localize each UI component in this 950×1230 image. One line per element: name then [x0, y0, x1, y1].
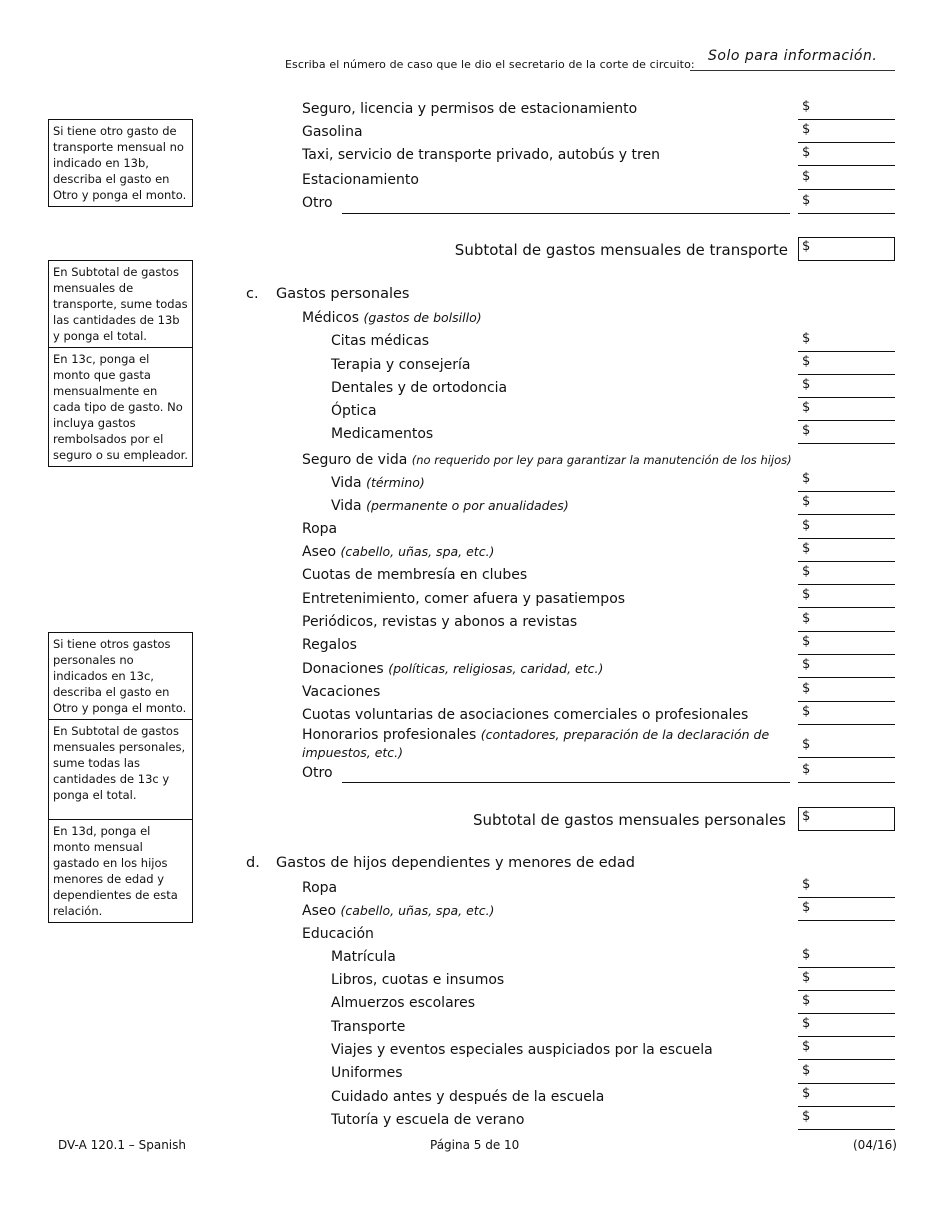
- transport-other-amount[interactable]: $: [798, 192, 895, 214]
- education-item-transport: Transporte: [331, 1019, 406, 1035]
- education-item-books: Libros, cuotas e insumos: [331, 972, 505, 988]
- case-number-line: [690, 70, 895, 71]
- education-tutoring-amount[interactable]: $: [798, 1108, 895, 1130]
- personal-section-title: Gastos personales: [276, 286, 410, 302]
- education-item-childcare: Cuidado antes y después de la escuela: [331, 1089, 605, 1105]
- note-transport-subtotal: En Subtotal de gastos mensuales de transporte, sume todas las cantidades de 13b y ponga el total.: [53, 265, 188, 343]
- transport-item-insurance: Seguro, licencia y permisos de estacionamiento: [302, 101, 638, 117]
- medical-heading: Médicos (gastos de bolsillo): [302, 310, 482, 326]
- children-section-title: Gastos de hijos dependientes y menores de edad: [276, 855, 635, 871]
- personal-entertainment-amount[interactable]: $: [798, 586, 895, 608]
- case-number-field[interactable]: Solo para información.: [708, 48, 878, 64]
- personal-subtotal-amount[interactable]: $: [798, 807, 895, 831]
- personal-clothing-label: Ropa: [302, 521, 338, 537]
- education-tuition-amount[interactable]: $: [798, 946, 895, 968]
- personal-section-letter: c.: [246, 286, 259, 302]
- transport-subtotal-label: Subtotal de gastos mensuales de transporte: [454, 241, 788, 259]
- education-heading: Educación: [302, 926, 374, 942]
- transport-gas-amount[interactable]: $: [798, 121, 895, 143]
- personal-prof-fees-label: Honorarios profesionales (contadores, preparación de la declaración de impuestos, etc.): [302, 727, 770, 760]
- transport-taxi-amount[interactable]: $: [798, 144, 895, 166]
- education-item-tutoring: Tutoría y escuela de verano: [331, 1112, 525, 1128]
- personal-assoc-dues-amount[interactable]: $: [798, 703, 895, 725]
- medical-dental-amount[interactable]: $: [798, 376, 895, 398]
- page-number: Página 5 de 10: [430, 1138, 520, 1152]
- revision-date: (04/16): [853, 1138, 897, 1152]
- personal-subtotal-label: Subtotal de gastos mensuales personales: [473, 811, 786, 829]
- children-clothing-label: Ropa: [302, 880, 338, 896]
- personal-other-amount[interactable]: $: [798, 761, 895, 783]
- education-books-amount[interactable]: $: [798, 969, 895, 991]
- transport-parking-amount[interactable]: $: [798, 168, 895, 190]
- transport-other-description[interactable]: [342, 213, 790, 214]
- life-permanent-amount[interactable]: $: [798, 493, 895, 515]
- medical-item-therapy: Terapia y consejería: [331, 357, 471, 373]
- personal-club-dues-label: Cuotas de membresía en clubes: [302, 567, 528, 583]
- life-term-amount[interactable]: $: [798, 470, 895, 492]
- personal-entertainment-label: Entretenimiento, comer afuera y pasatiempos: [302, 591, 626, 607]
- note-personal-subtotal: En Subtotal de gastos mensuales personales, sume todas las cantidades de 13c y ponga el total.: [49, 719, 192, 819]
- medical-optical-amount[interactable]: $: [798, 399, 895, 421]
- personal-vacations-amount[interactable]: $: [798, 680, 895, 702]
- form-id: DV-A 120.1 – Spanish: [58, 1138, 186, 1152]
- education-lunches-amount[interactable]: $: [798, 992, 895, 1014]
- personal-grooming-label: Aseo (cabello, uñas, spa, etc.): [302, 544, 495, 560]
- note-transport-other: Si tiene otro gasto de transporte mensual no indicado en 13b, describa el gasto en Otro y ponga el monto.: [48, 119, 193, 207]
- personal-vacations-label: Vacaciones: [302, 684, 381, 700]
- personal-clothing-amount[interactable]: $: [798, 517, 895, 539]
- medical-item-optical: Óptica: [331, 403, 377, 419]
- transport-subtotal-amount[interactable]: $: [798, 237, 895, 261]
- personal-prof-fees-amount[interactable]: $: [798, 736, 895, 758]
- life-permanent-label: Vida (permanente o por anualidades): [331, 498, 569, 514]
- personal-gifts-label: Regalos: [302, 637, 357, 653]
- transport-insurance-amount[interactable]: $: [798, 98, 895, 120]
- education-item-trips: Viajes y eventos especiales auspiciados por la escuela: [331, 1042, 713, 1058]
- children-grooming-amount[interactable]: $: [798, 899, 895, 921]
- personal-gifts-amount[interactable]: $: [798, 633, 895, 655]
- medical-item-visits: Citas médicas: [331, 333, 430, 349]
- personal-other-label: Otro: [302, 765, 333, 781]
- transport-other-label: Otro: [302, 195, 333, 211]
- personal-periodicals-amount[interactable]: $: [798, 610, 895, 632]
- medical-visits-amount[interactable]: $: [798, 330, 895, 352]
- children-section-letter: d.: [246, 855, 260, 871]
- note-group-13d: [48, 632, 193, 923]
- note-13c: En 13c, ponga el monto que gasta mensualmente en cada tipo de gasto. No incluya gastos rembolsados por el seguro o su empleador.: [49, 347, 192, 466]
- personal-donations-amount[interactable]: $: [798, 656, 895, 678]
- children-clothing-amount[interactable]: $: [798, 876, 895, 898]
- personal-donations-label: Donaciones (políticas, religiosas, caridad, etc.): [302, 661, 604, 677]
- life-term-label: Vida (término): [331, 475, 425, 491]
- personal-grooming-amount[interactable]: $: [798, 540, 895, 562]
- education-transport-amount[interactable]: $: [798, 1015, 895, 1037]
- transport-item-gas: Gasolina: [302, 124, 363, 140]
- medical-item-dental: Dentales y de ortodoncia: [331, 380, 508, 396]
- medical-medication-amount[interactable]: $: [798, 422, 895, 444]
- personal-club-dues-amount[interactable]: $: [798, 563, 895, 585]
- medical-therapy-amount[interactable]: $: [798, 353, 895, 375]
- note-personal-other: Si tiene otros gastos personales no indicados en 13c, describa el gasto en Otro y ponga el monto.: [53, 637, 187, 715]
- children-grooming-label: Aseo (cabello, uñas, spa, etc.): [302, 903, 495, 919]
- education-item-uniforms: Uniformes: [331, 1065, 403, 1081]
- education-item-lunches: Almuerzos escolares: [331, 995, 475, 1011]
- education-childcare-amount[interactable]: $: [798, 1085, 895, 1107]
- personal-other-description[interactable]: [342, 782, 790, 783]
- transport-item-parking: Estacionamiento: [302, 172, 419, 188]
- education-uniforms-amount[interactable]: $: [798, 1062, 895, 1084]
- personal-periodicals-label: Periódicos, revistas y abonos a revistas: [302, 614, 578, 630]
- case-number-prompt: Escriba el número de caso que le dio el secretario de la corte de circuito:: [285, 58, 695, 71]
- education-item-tuition: Matrícula: [331, 949, 396, 965]
- personal-assoc-dues-label: Cuotas voluntarias de asociaciones comerciales o profesionales: [302, 707, 749, 723]
- life-insurance-heading: Seguro de vida (no requerido por ley para garantizar la manutención de los hijos): [302, 452, 792, 468]
- transport-item-taxi: Taxi, servicio de transporte privado, autobús y tren: [302, 147, 660, 163]
- medical-item-medication: Medicamentos: [331, 426, 434, 442]
- note-group-13c: [48, 260, 193, 467]
- education-trips-amount[interactable]: $: [798, 1038, 895, 1060]
- note-13d: En 13d, ponga el monto mensual gastado en los hijos menores de edad y dependientes de esta relación.: [49, 819, 192, 922]
